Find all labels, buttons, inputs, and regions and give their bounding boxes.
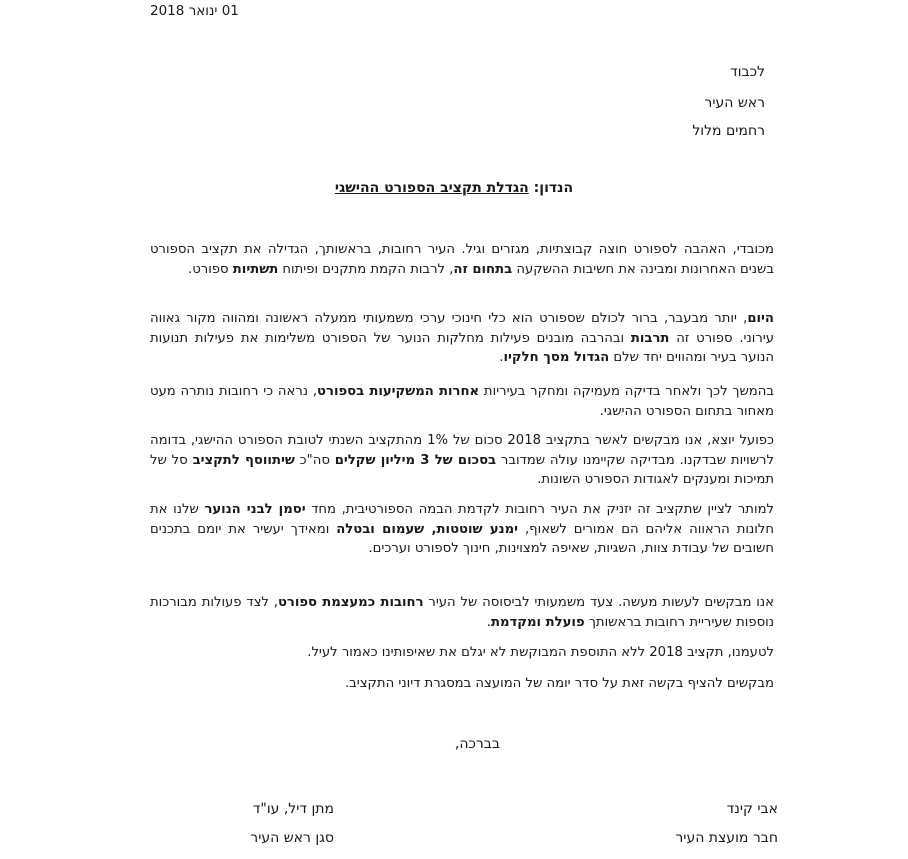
recipient-salutation: לכבוד xyxy=(730,64,765,80)
text-run: , לרבות הקמת מתקנים ופיתוח xyxy=(278,261,454,277)
closing-greeting: בברכה, xyxy=(454,736,500,752)
text-run: . xyxy=(499,350,504,365)
text-run: ספורט. xyxy=(188,261,233,277)
text-run: אנו מבקשים לעשות מעשה. צעד משמעותי לביסוסה של העיר xyxy=(423,595,774,610)
text-run: מכובדי, האהבה לספורט חוצה קבוצתיות, מגזרים וגיל. העיר רחובות, בראשותך, הגדילה את תקציב הספורט בשנים האחרונות ומבינה את חשיבות ההשקעה xyxy=(150,242,774,277)
body-paragraph-7 xyxy=(150,643,774,663)
body-paragraph-2 xyxy=(150,309,774,368)
signature-left-name: מתן דיל, עו"ד xyxy=(252,801,334,817)
text-run: פועלת ומקדמת xyxy=(490,614,585,630)
body-paragraph-1 xyxy=(150,240,774,279)
signature-right-name: אבי קינד xyxy=(726,801,778,817)
text-run: בהמשך לכך ולאחר בדיקה מעמיקה ומחקר בעיריות xyxy=(479,384,774,399)
text-run: סל של תמיכות ומענקים לאגודות הספורט השונות. xyxy=(150,452,774,487)
recipient-title: ראש העיר xyxy=(704,95,765,111)
subject-line xyxy=(0,180,908,196)
text-run: סה"כ xyxy=(294,452,335,468)
text-run: שיתווסף לתקציב xyxy=(192,452,295,468)
text-run: ובהרבה מובנים פעילות מחלקות הנוער של הספורט משלימות את פעילות תנועות הנוער בעיר ומהווים יחד שלם xyxy=(150,330,774,365)
text-run: , לצד פעולות מבורכות נוספות שעיריית רחובות בראשותך xyxy=(150,595,774,630)
body-paragraph-3 xyxy=(150,382,774,421)
text-run: היום xyxy=(747,311,774,326)
body-paragraph-8 xyxy=(150,674,774,694)
text-run: אחרות המשקיעות בספורט xyxy=(317,384,480,399)
body-paragraph-4 xyxy=(150,431,774,490)
text-run: כפועל יוצא, אנו מבקשים לאשר בתקציב 2018 סכום של 1% מהתקציב השנתי לטובת הספורט ההישגי, בדומה לרשויות שבדקנו. מבדיקה שקיימנו עולה שמדובר xyxy=(150,433,774,468)
letter-date: 01 ינואר 2018 xyxy=(150,3,239,19)
body-paragraph-5 xyxy=(150,500,774,559)
text-run: למותר לציין שתקציב זה יזניק את העיר רחובות לקדמת הבמה הספורטיבית, מחד xyxy=(305,502,775,517)
text-run: . xyxy=(486,614,491,630)
text-run: תרבות xyxy=(630,330,670,346)
text-run: תשתיות xyxy=(232,261,279,277)
text-run: בסכום של 3 מיליון שקלים xyxy=(334,452,497,468)
text-run: יסמן לבני הנוער xyxy=(204,502,306,517)
text-run: מבקשים להציף בקשה זאת על סדר יומה של המועצה במסגרת דיוני התקציב. xyxy=(344,676,774,691)
text-run: רחובות כמעצמת ספורט xyxy=(277,595,424,610)
recipient-name: רחמים מלול xyxy=(692,123,765,139)
text-run: שלנו את חלונות הראווה אליהם הם אמורים לשאוף, xyxy=(150,502,774,537)
subject-prefix: הנדון: xyxy=(533,180,574,196)
text-run: הגדול מסך חלקיו xyxy=(503,350,610,365)
text-run: ומאידך יעשיר את יומם בתכנים חשובים של עבודת צוות, השגיות, שאיפה למצוינות, חינוך לספורט וערכים. xyxy=(150,521,774,556)
text-run: בתחום זה xyxy=(453,261,513,277)
signature-left-title: סגן ראש העיר xyxy=(250,830,334,846)
text-run: ימנע שוטטות, שעמום ובטלה xyxy=(336,521,519,537)
text-run: לטעמנו, תקציב 2018 ללא התוספת המבוקשת לא יגלם את שאיפותינו כאמור לעיל. xyxy=(307,645,774,660)
text-run: , נראה כי רחובות נותרה מעט מאחור בתחום הספורט ההישגי. xyxy=(150,384,774,419)
text-run: , יותר מבעבר, ברור לכולם שספורט הוא כלי חינוכי ערכי משמעותי ממעלה ראשונה ומהווה מקור גאווה עירוני. ספורט זה xyxy=(150,311,774,346)
body-paragraph-6 xyxy=(150,593,774,632)
signature-right-title: חבר מועצת העיר xyxy=(675,830,778,846)
subject-title: הגדלת תקציב הספורט ההישגי xyxy=(334,180,529,196)
